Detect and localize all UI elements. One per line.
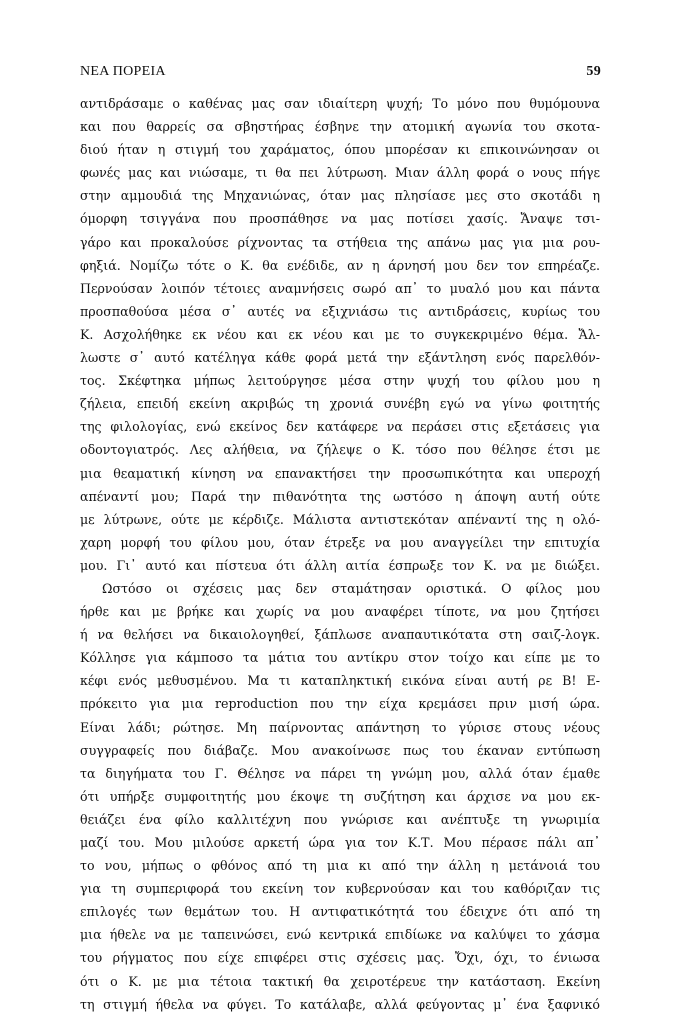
text-line: με λύτρωνε, ούτε με κέρδιζε. Μάλιστα αντιστεκόταν απέναντί της η ολό- xyxy=(80,511,600,527)
text-line: και που θαρρείς σα σβηστήρας έσβηνε την ατομική αγωνία του σκοτα- xyxy=(80,119,600,135)
text-line: αντιδράσαμε ο καθένας μας σαν ιδιαίτερη ψυχή; Το μόνο που θυμόμουνα xyxy=(80,96,600,111)
text-line: μαζί του. Μου μιλούσε αρκετή ώρα για τον Κ.Τ. Μου πέρασε πάλι απ᾿ xyxy=(80,835,600,850)
text-line: ή να θελήσει να δικαιολογηθεί, ξάπλωσε αναπαυτικότατα στη σαιζ-λογκ. xyxy=(80,627,600,643)
text-line: πρόκειτο για μια reproduction που την είχα κρεμάσει πριν μισή ώρα. xyxy=(80,696,600,712)
text-line: στην αμμουδιά της Μηχανιώνας, όταν μας πλησίασε μες στο σκοτάδι η xyxy=(80,188,600,204)
text-line: προσπαθούσα μέσα σ᾿ αυτές να εξιχνιάσω τις αντιδράσεις, κυρίως του xyxy=(80,303,600,319)
text-line: Κ. Ασχολήθηκε εκ νέου και εκ νέου και με το συγκεκριμένο θέμα. Ἄλ- xyxy=(80,326,600,342)
text-line: φηξιά. Νομίζω τότε ο Κ. θα ενέδιδε, αν η άρνησή μου δεν τον επηρέαζε. xyxy=(80,257,600,273)
text-line: ότι ο Κ. με μια τέτοια τακτική θα χειροτέρευε την κατάσταση. Εκείνη xyxy=(80,973,600,989)
text-line: ότι υπήρξε συμφοιτητής μου έκοψε τη συζήτηση και άρχισε να μου εκ- xyxy=(80,788,600,804)
text-line: Περνούσαν λοιπόν τέτοιες αναμνήσεις σωρό απ᾿ το μυαλό μου και πάντα xyxy=(80,280,600,296)
text-line: ήρθε και με βρήκε και χωρίς να μου αναφέρει τίποτε, να μου ζητήσει xyxy=(80,604,600,620)
text-line: διού ήταν η στιγμή του χαράματος, όπου μπορέσαν κι επικοινώνησαν οι xyxy=(80,142,600,158)
text-line: τα διηγήματα του Γ. Θέλησε να πάρει τη γνώμη μου, αλλά όταν έμαθε xyxy=(80,765,600,781)
journal-title: ΝΕΑ ΠΟΡΕΙΑ xyxy=(80,64,166,79)
text-line: συγγραφείς που διάβαζε. Μου ανακοίνωσε πως του έκαναν εντύπωση xyxy=(80,742,600,758)
page-number: 59 xyxy=(586,64,601,79)
text-line: όμορφη τσιγγάνα που προσπάθησε να μας ποτίσει χασίς. Ἄναψε τσι- xyxy=(80,211,600,227)
text-line: φωνές μας και νιώσαμε, τι θα πει λύτρωση. Μιαν άλλη φορά ο νους πήγε xyxy=(80,165,600,181)
text-line: Κόλλησε για κάμποσο τα μάτια του αντίκρυ στον τοίχο και είπε με το xyxy=(80,650,600,666)
text-line: απέναντί μου; Παρά την πιθανότητα της ωστόσο η άποψη αυτή ούτε xyxy=(80,488,600,504)
body-text xyxy=(80,92,600,1016)
text-line: το νου, μήπως ο φθόνος από τη μια κι από την άλλη η μετάνοιά του xyxy=(80,858,600,874)
text-line: ζήλεια, επειδή εκείνη ακριβώς τη χρονιά συνέβη εγώ να γίνω φοιτητής xyxy=(80,396,600,412)
text-line: λωστε σ᾿ αυτό κατέληγα κάθε φορά μετά την εξάντληση ενός παρελθόν- xyxy=(80,350,600,366)
text-line: Είναι λάδι; ρώτησε. Μη παίρνοντας απάντηση το γύρισε στους νέους xyxy=(80,719,600,735)
text-line: οδοντογιατρός. Λες αλήθεια, να ζήλεψε ο Κ. τόσο που θέλησε έτσι με xyxy=(80,442,600,458)
text-line: Ωστόσο οι σχέσεις μας δεν σταμάτησαν οριστικά. Ο φίλος μου xyxy=(102,580,600,596)
text-line: χαρη μορφή του φίλου μου, όταν έτρεξε να μου αναγγείλει την επιτυχία xyxy=(80,534,600,550)
text-line: επιλογές των θεμάτων του. Η αντιφατικότητά του έδειχνε ότι από τη xyxy=(80,904,600,920)
text-line: μια θεαματική κίνηση να επανακτήσει την προσωπικότητα και υπεροχή xyxy=(80,465,600,481)
text-line: κέφι ενός μεθυσμένου. Μα τι καταπληκτική εικόνα είναι αυτή ρε Β! Ε- xyxy=(80,673,600,689)
text-line: θειάζει ένα φίλο καλλιτέχνη που γνώρισε και ανέπτυξε τη γνωριμία xyxy=(80,811,600,827)
text-line: για τη συμπεριφορά του εκείνη τον κυβερνούσαν και του καθόριζαν τις xyxy=(80,881,600,897)
running-head xyxy=(80,64,601,84)
text-line: του ρήγματος που είχε επιφέρει στις σχέσεις μας. Ὄχι, όχι, το ένιωσα xyxy=(80,950,600,966)
text-line: μια ήθελε να με ταπεινώσει, ενώ κεντρικά επιδίωκε να καλύψει το χάσμα xyxy=(80,927,600,943)
text-line: μου. Γι᾿ αυτό και πίστευα ότι άλλη αιτία έσπρωξε τον Κ. να με διώξει. xyxy=(80,557,600,573)
text-line: γάρο και προκαλούσε ρίχνοντας τα στήθεια της απάνω μας για μια ρου- xyxy=(80,234,600,250)
text-line: τη στιγμή ήθελα να φύγει. Το κατάλαβε, αλλά φεύγοντας μ᾿ ένα ξαφνικό xyxy=(80,996,600,1012)
text-line: τος. Σκέφτηκα μήπως λειτούργησε μέσα στην ψυχή του φίλου μου η xyxy=(80,373,600,389)
text-line: της φιλολογίας, ενώ εκείνος δεν κατάφερε να περάσει στις εξετάσεις για xyxy=(80,419,600,435)
